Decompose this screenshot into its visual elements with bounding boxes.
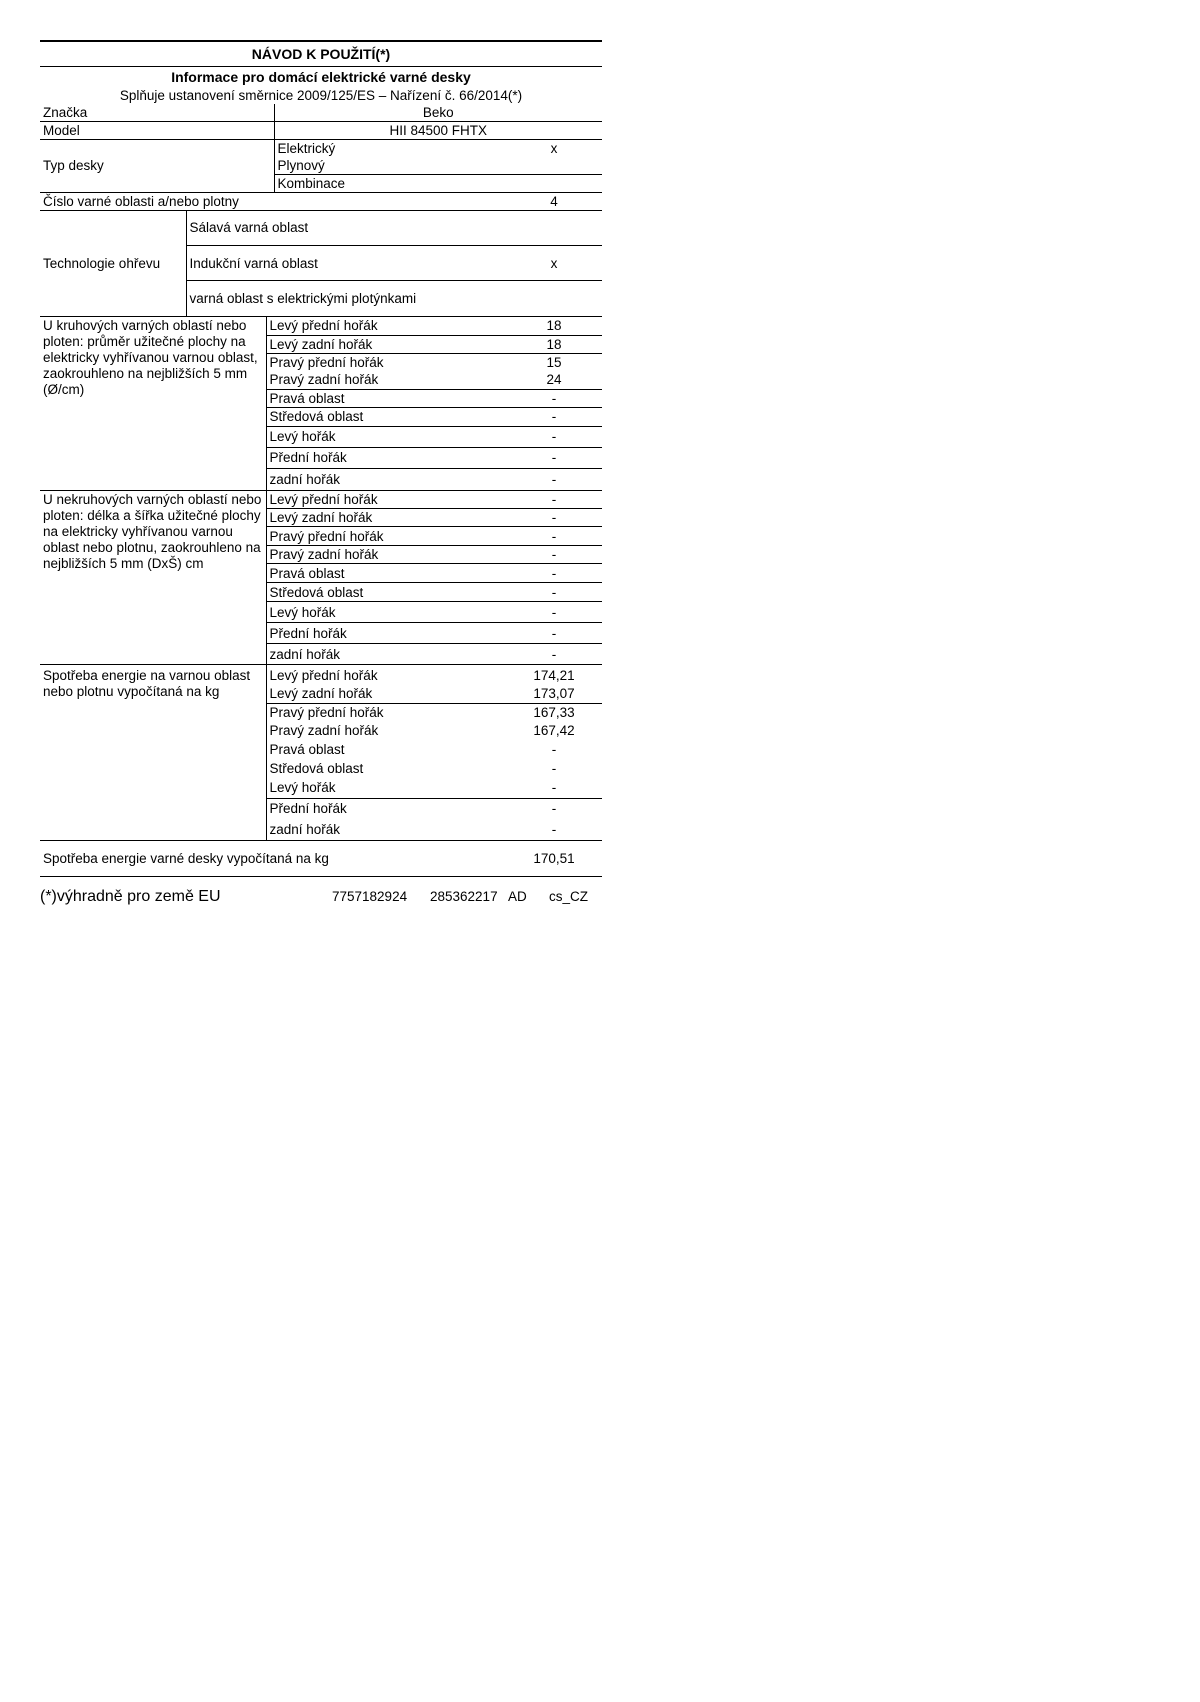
zone-name: Levý zadní hořák [266,509,506,527]
energy-zones-table [40,665,602,841]
hob-type-row [40,139,602,157]
zone-value: 174,21 [533,667,575,683]
hob-type-option-label: Elektrický [274,139,506,157]
zone-count-row [40,192,602,210]
zone-value: - [506,546,602,564]
zone-count-value: 4 [506,192,602,210]
zone-value: - [506,623,602,644]
energy-total-table [40,841,602,878]
zone-value: - [506,583,602,602]
zone-count-label: Číslo varné oblasti a/nebo plotny [40,192,506,210]
sheet-footer [40,883,602,913]
heating-tech-option-label: varná oblast s elektrickými plotýnkami [186,281,506,316]
brand-label: Značka [40,104,274,121]
noncircular-zones-label: U nekruhových varných oblastí nebo ploten: délka a šířka užitečné plochy na elektricky vyhřívanou varnou oblast nebo plotnu, zaokrouhleno na nejbližších 5 mm (DxŠ) cm [40,491,266,665]
zone-name: Levý hořák [266,778,506,798]
zone-name: Pravý přední hořák [266,703,506,721]
zone-name: zadní hořák [266,819,506,840]
brand-row [40,104,602,121]
zone-name: Středová oblast [266,407,506,426]
zone-name: Pravý zadní hořák [266,371,506,389]
zone-name: Levý zadní hořák [266,335,506,353]
zone-name: Levý přední hořák [266,665,506,685]
zone-name: Pravá oblast [266,389,506,407]
heating-tech-label: Technologie ohřevu [43,255,161,271]
model-value: HII 84500 FHTX [274,121,602,139]
locale-code: cs_CZ [549,889,589,904]
zone-name: Levý přední hořák [266,316,506,335]
zone-value: - [506,819,602,840]
zone-value: 15 [546,354,562,370]
zone-value: - [506,527,602,546]
hob-type-option-label: Plynový [274,157,506,174]
zone-name: zadní hořák [266,644,506,665]
noncircular-zones-table [40,491,602,666]
zone-value: 18 [506,335,602,353]
zone-value: - [506,468,602,490]
zone-value: 18 [506,316,602,335]
hob-type-option-label: Kombinace [274,174,506,192]
zone-row [40,491,602,509]
zone-name: Přední hořák [266,798,506,819]
zone-value: - [506,509,602,527]
sheet-title: NÁVOD K POUŽITÍ(*) [40,42,602,67]
zone-name: Středová oblast [266,758,506,778]
zone-name: Levý hořák [266,602,506,623]
zone-value: - [506,407,602,426]
revision-code: AD [508,889,527,904]
zone-value: - [551,760,557,776]
zone-value: 167,42 [533,723,575,738]
zone-value: - [506,426,602,447]
general-info-table [40,104,602,211]
model-label: Model [40,121,274,139]
heating-tech-option-label: Indukční varná oblast [186,246,506,281]
zone-value: - [506,602,602,623]
zone-name: Přední hořák [266,623,506,644]
zone-name: Pravý přední hořák [266,527,506,546]
zone-name: Pravý přední hořák [266,353,506,371]
document-code: 7757182924 [332,889,408,904]
zone-row [40,316,602,335]
energy-information-sheet [40,40,602,913]
circular-zones-label: U kruhových varných oblastí nebo ploten: průměr užitečné plochy na elektricky vyhřívanou varnou oblast, zaokrouhleno na nejbližších 5 mm (Ø/cm) [40,316,266,490]
energy-zones-label: Spotřeba energie na varnou oblast nebo plotnu vypočítaná na kg [40,665,266,840]
zone-value: - [506,389,602,407]
zone-name: Středová oblast [266,583,506,602]
heating-tech-option-mark [506,211,602,246]
zone-name: Levý zadní hořák [266,685,506,703]
zone-value: - [506,778,602,798]
zone-name: Levý přední hořák [266,491,506,509]
compliance-text: Splňuje ustanovení směrnice 2009/125/ES – Nařízení č. 66/2014(*) [119,88,523,103]
zone-row [40,665,602,685]
eu-note: (*)výhradně pro země EU [40,888,221,905]
zone-value: 167,33 [533,704,575,720]
hob-type-option-mark: x [550,140,558,156]
heating-tech-option-mark: x [506,246,602,281]
zone-value: 173,07 [506,685,602,703]
circular-zones-table [40,316,602,491]
heating-tech-option-mark [506,281,602,316]
energy-total-label: Spotřeba energie varné desky vypočítaná na kg [40,841,506,877]
document-number: 285362217 [430,889,498,904]
zone-value: - [506,491,602,509]
model-row [40,121,602,139]
zone-name: Pravý zadní hořák [266,721,506,740]
zone-name: Pravý zadní hořák [266,546,506,564]
hob-type-label: Typ desky [40,139,274,192]
energy-total-value: 170,51 [506,841,602,877]
zone-value: 24 [506,371,602,389]
zone-value: - [506,447,602,468]
heating-tech-table [40,211,602,316]
zone-value: - [506,564,602,583]
zone-name: zadní hořák [266,468,506,490]
sheet-subtitle: Informace pro domácí elektrické varné desky [171,69,471,85]
zone-value: - [506,644,602,665]
hob-type-option-mark [506,174,602,192]
heating-tech-row [40,211,602,246]
heating-tech-option-label: Sálavá varná oblast [186,211,506,246]
zone-value: - [551,741,557,757]
energy-total-row [40,841,602,877]
brand-value: Beko [274,104,602,121]
hob-type-option-mark [506,157,602,174]
zone-name: Pravá oblast [266,564,506,583]
zone-name: Pravá oblast [266,740,506,758]
zone-name: Levý hořák [266,426,506,447]
zone-name: Přední hořák [266,447,506,468]
zone-value: - [551,801,557,817]
